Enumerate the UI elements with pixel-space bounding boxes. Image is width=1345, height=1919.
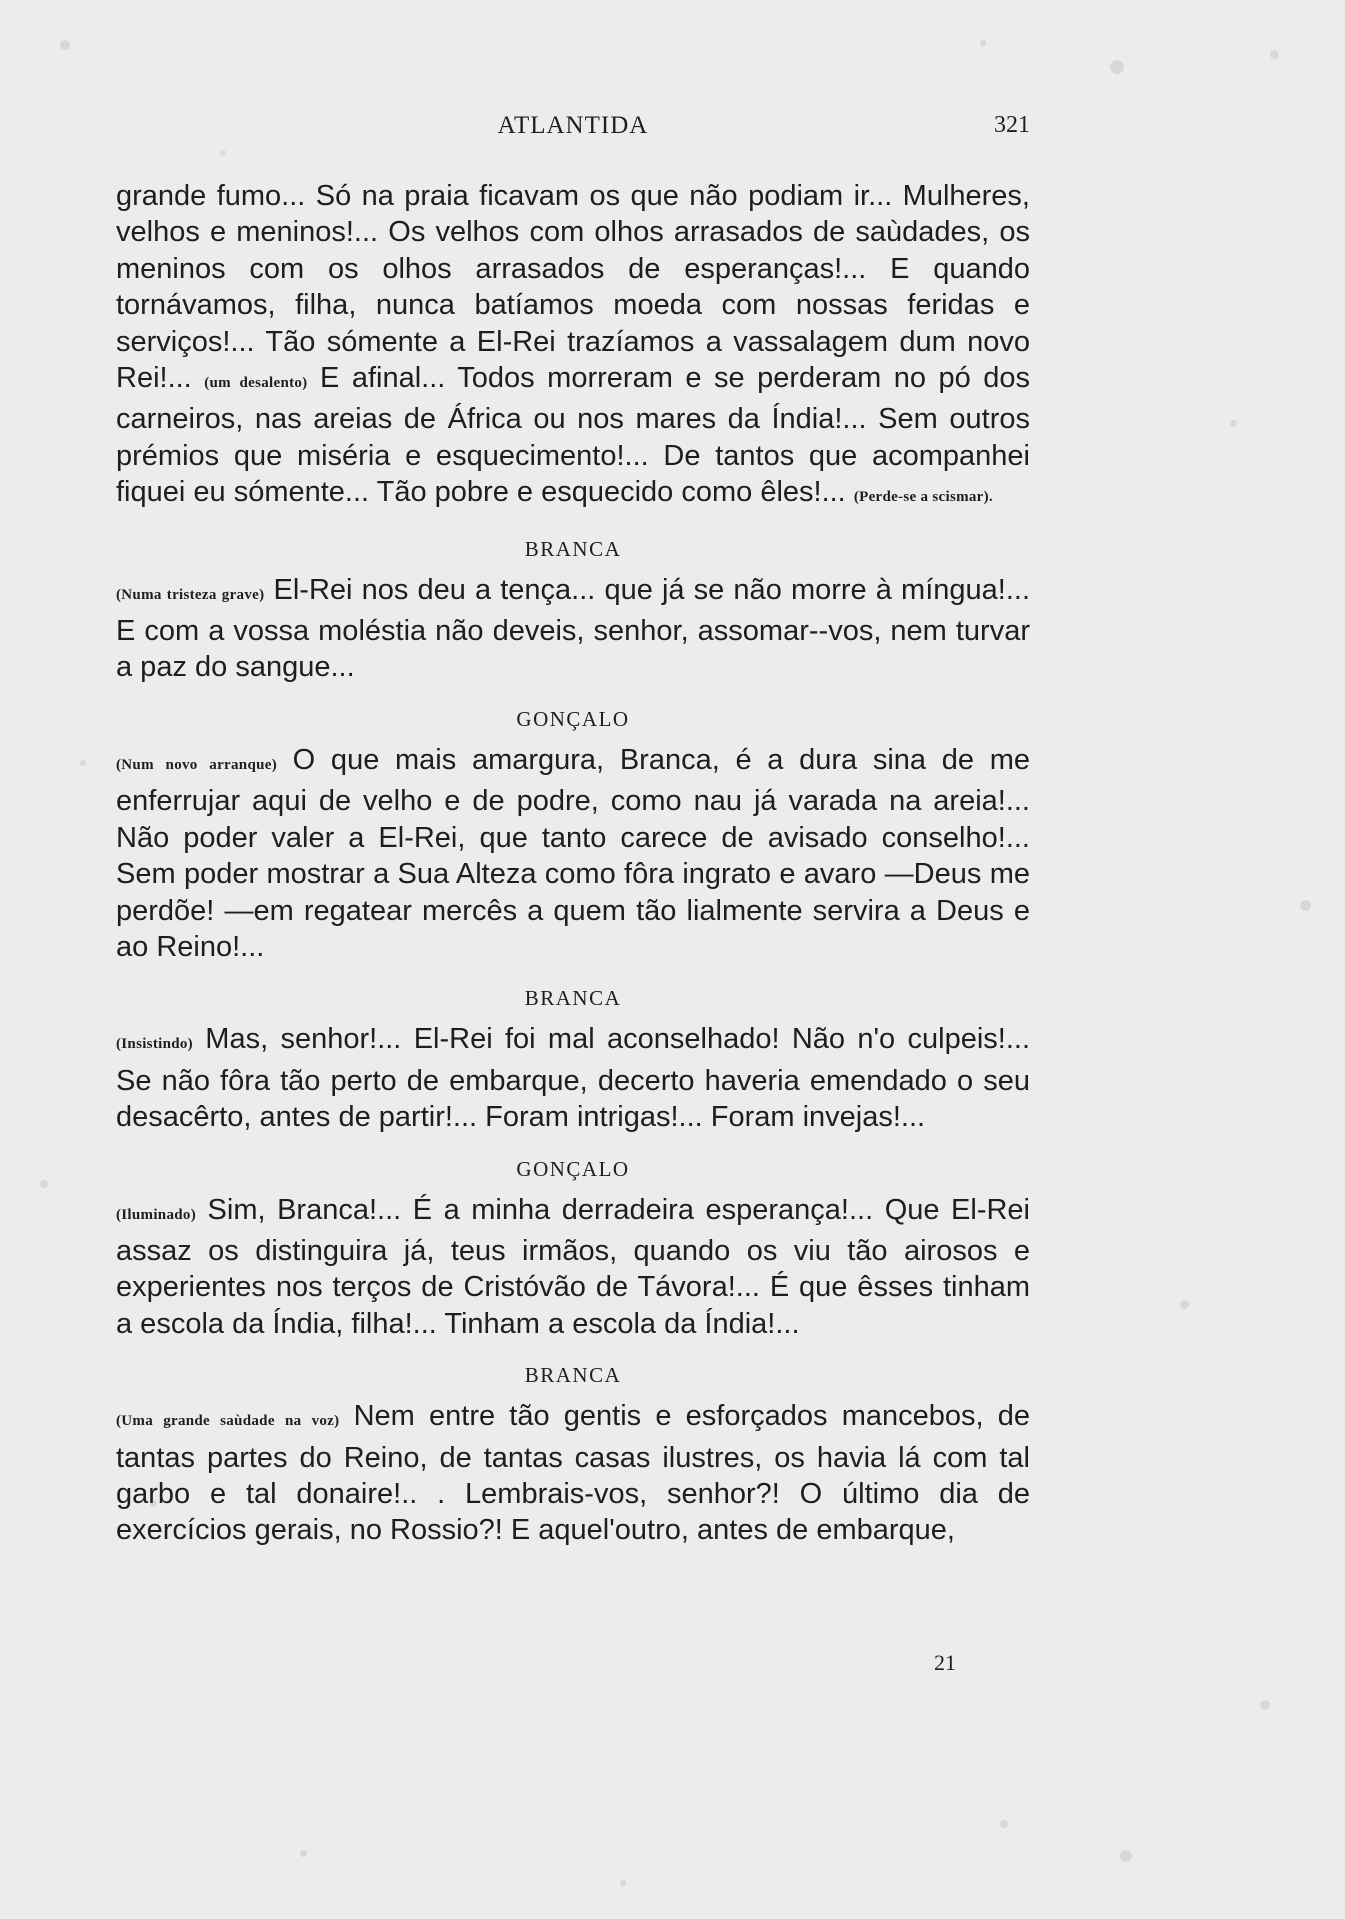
speaker-name: GONÇALO [516, 706, 630, 731]
paper-speck [980, 40, 986, 46]
running-header [116, 112, 1030, 152]
stage-direction: (Perde-se a scismar). [853, 489, 993, 506]
paper-speck [1260, 1700, 1270, 1710]
page-number: 321 [994, 112, 1030, 138]
speaker-name: BRANCA [524, 1363, 622, 1388]
stage-direction: (Iluminado) [116, 1206, 196, 1223]
dialogue-text: E afinal... Todos morreram e se perderam no pó dos carneiros, nas areias de África ou nos mares da Índia!... Sem outros prémios que miséria e esquecimento!... De tantos que acompanhei fiquei eu sómente... Tão pobre e esquecido como êles!... [116, 362, 1030, 509]
paper-speck [1000, 1820, 1008, 1828]
dialogue-text: Sim, Branca!... É a minha derradeira esperança!... Que El-Rei assaz os distinguira já, teus irmãos, quando os viu tão airosos e experientes nos terços de Cristóvão de Távora!... É que êsses tinham a escola da Índia, filha!... Tinham a escola da Índia!... [116, 1193, 1030, 1340]
dialogue-paragraph [116, 1192, 1030, 1343]
dialogue-paragraph [116, 742, 1030, 965]
dialogue-paragraph [116, 1021, 1030, 1135]
speaker-name: GONÇALO [516, 1156, 630, 1181]
dialogue-text: Mas, senhor!... El-Rei foi mal aconselhado! Não n'o culpeis!... Se não fôra tão perto de embarque, decerto haveria emendado o seu desacêrto, antes de partir!... Foram intrigas!... Foram invejas!... [116, 1023, 1030, 1134]
paper-speck [80, 760, 86, 766]
dialogue-paragraph [116, 1398, 1030, 1549]
paper-speck [1110, 60, 1124, 74]
paper-speck [1270, 50, 1279, 59]
signature-mark: 21 [934, 1650, 956, 1675]
speaker-name: BRANCA [524, 986, 622, 1011]
paper-speck [1230, 420, 1237, 427]
dialogue-text: grande fumo... Só na praia ficavam os que não podiam ir... Mulheres, velhos e meninos!... Os velhos com olhos arrasados de saùdades, os meninos com os olhos arrasados de esperanças!... E quando tornávamos, filha, nunca batíamos moeda com nossas feridas e serviços!... Tão sómente a El-Rei trazíamos a vassalagem dum novo Rei!... [116, 180, 1030, 395]
dialogue-text: Nem entre tão gentis e esforçados mancebos, de tantas partes do Reino, de tantas casas ilustres, os havia lá com tal garbo e tal donaire!.. . Lembrais-vos, senhor?! O último dia de exercícios gerais, no Rossio?! E aquel'outro, antes de embarque, [116, 1400, 1030, 1547]
paper-speck [40, 1180, 48, 1188]
dialogue-paragraph [116, 572, 1030, 686]
stage-direction: (Uma grande saùdade na voz) [116, 1413, 340, 1430]
stage-direction: (um desalento) [204, 375, 308, 392]
stage-direction: (Num novo arranque) [116, 756, 277, 773]
paper-speck [1120, 1850, 1132, 1862]
paper-speck [620, 1880, 626, 1886]
paper-speck [1180, 1300, 1189, 1309]
dialogue-text: O que mais amargura, Branca, é a dura sina de me enferrujar aqui de velho e de podre, como nau já varada na areia!... Não poder valer a El-Rei, que tanto carece de avisado conselho!... Sem poder mostrar a Sua Alteza como fôra ingrato e avaro —Deus me perdõe! —em regatear mercês a quem tão lialmente servira a Deus e ao Reino!... [116, 743, 1030, 963]
stage-direction: (Numa tristeza grave) [116, 586, 265, 603]
paper-speck [1300, 900, 1311, 911]
dialogue-paragraph [116, 178, 1030, 516]
running-title: ATLANTIDA [497, 112, 649, 139]
paper-speck [60, 40, 70, 50]
dialogue-text: El-Rei nos deu a tença... que já se não morre à míngua!... E com a vossa moléstia não deveis, senhor, assomar--vos, nem turvar a paz do sangue... [116, 573, 1031, 684]
speaker-name: BRANCA [524, 536, 622, 561]
stage-direction: (Insistindo) [116, 1036, 193, 1053]
page-body [116, 178, 1030, 1549]
paper-speck [300, 1850, 307, 1857]
